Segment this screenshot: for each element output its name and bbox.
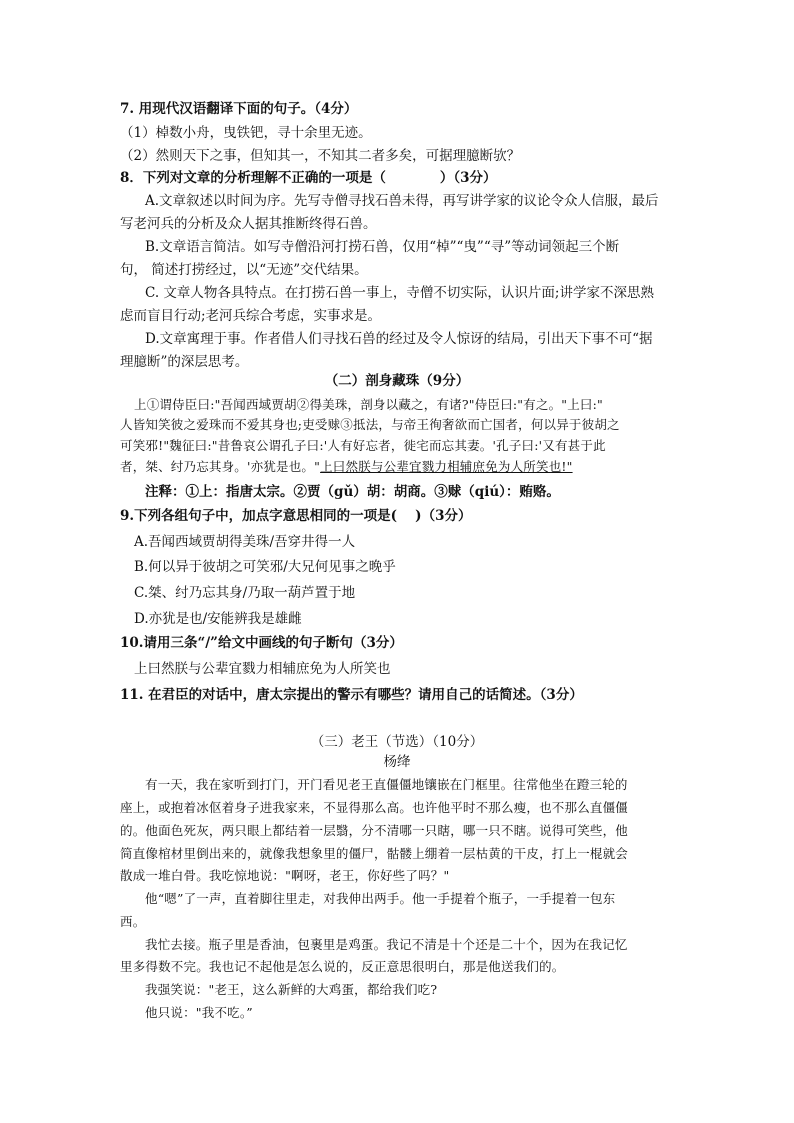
passage-3-line-8: 我忙去接。瓶子里是香油，包裹里是鸡蛋。我记不清是十个还是二十个，因为在我记忆	[145, 937, 628, 952]
q9-option-b: B.何以异于彼胡之可笑邪/大兄何见事之晚乎	[134, 559, 396, 575]
passage-3-line-6: 他“嗯”了一声，直着脚往里走，对我伸出两手。他一手提着个瓶子，一手提着一包东	[145, 891, 616, 906]
q8-stem: 8．下列对文章的分析理解不正确的一项是（ ）（3分）	[120, 170, 497, 186]
passage-3-line-2: 座上，或抱着冰伛着身子进我家来，不显得那么高。也许他平时不那么瘦，也不那么直僵僵	[120, 800, 629, 815]
section-3-author: 杨绛	[383, 754, 411, 770]
q9-option-c: C.桀、纣乃忘其身/乃取一葫芦置于地	[134, 585, 356, 601]
q8-option-b-line1: B.文章语言简洁。如写寺僧沿河打捞石兽，仅用“棹”“曳”“寻”等动词领起三个断	[145, 239, 620, 255]
passage-2-line-4	[120, 457, 573, 477]
q9-stem: 9.下列各组句子中，加点字意思相同的一项是( )（3分）	[120, 508, 472, 524]
passage-3-line-7: 西。	[120, 914, 146, 929]
passage-3-line-9: 里多得数不完。我也记不起他是怎么说的，反正意思很明白，那是他送我们的。	[120, 959, 565, 974]
q11-stem: 11. 在君臣的对话中，唐太宗提出的警示有哪些？请用自己的话简述。（3分）	[120, 687, 583, 703]
q8-option-b-line2: 句， 简述打捞经过，以“无迹”交代结果。	[120, 262, 368, 278]
passage-3-line-11: 他只说："我不吃。”	[145, 1005, 253, 1020]
passage-2-line-2: 人皆知笑彼之爱珠而不爱其身也;吏受赇③抵法，与帝王徇奢欲而亡国者，何以异于彼胡之	[120, 417, 620, 432]
section-2-title: （二）剖身藏珠（9分）	[324, 373, 470, 389]
passage-2-line-1: 上①谓侍臣曰:"吾闻西域贾胡②得美珠，剖身以藏之，有诸?"侍臣曰:"有之。"上曰:"	[134, 397, 603, 412]
underlined-sentence: 上曰然朕与公辈宜戮力相辅庶免为人所笑也!"	[320, 459, 573, 474]
q8-option-a-line1: A.文章叙述以时间为序。先写寺僧寻找石兽未得，再写讲学家的议论令众人信服，最后	[145, 193, 659, 209]
passage-2-annotation: 注释：①上：指唐太宗。②贾（gǔ）胡：胡商。③赇（qiú）：贿赂。	[145, 484, 560, 500]
passage-2-line-4-text: 者，桀、纣乃忘其身。'亦犹是也。"	[120, 459, 321, 474]
q8-option-d-line2: 理臆断”的深层思考。	[120, 354, 249, 370]
q7-sentence-1: （1）棹数小舟，曳铁钯，寻十余里无迹。	[120, 125, 372, 141]
q9-option-d: D.亦犹是也/安能辨我是雄雌	[134, 611, 302, 627]
passage-3-line-10: 我强笑说："老王，这么新鲜的大鸡蛋，都给我们吃?	[145, 982, 438, 997]
q10-sentence: 上曰然朕与公辈宜戮力相辅庶免为人所笑也	[134, 661, 391, 677]
q7-stem: 7. 用现代汉语翻译下面的句子。（4分）	[120, 101, 358, 117]
q9-option-a: A.吾闻西域贾胡得美珠/吾穿井得一人	[134, 534, 356, 550]
passage-3-line-5: 散成一堆白骨。我吃惊地说："啊呀，老王，你好些了吗？"	[120, 868, 450, 883]
q8-option-d-line1: D.文章寓理于事。作者借人们寻找石兽的经过及令人惊讶的结局，引出天下事不可“据	[145, 331, 653, 347]
q10-stem: 10.请用三条“/”给文中画线的句子断句（3分）	[120, 635, 403, 651]
passage-2-line-3: 可笑邪!"魏征曰:"昔鲁哀公谓孔子曰:'人有好忘者，徙宅而忘其妻。'孔子曰:'又有甚于此	[120, 438, 606, 453]
q8-option-a-line2: 写老河兵的分析及众人据其推断终得石兽。	[120, 216, 377, 232]
passage-3-line-1: 有一天，我在家听到打门，开门看见老王直僵僵地镶嵌在门框里。往常他坐在蹬三轮的	[145, 777, 628, 792]
q8-option-c-line2: 虑而盲目行动;老河兵综合考虑，实事求是。	[120, 308, 382, 324]
passage-3-line-3: 的。他面色死灰，两只眼上都结着一层翳，分不清哪一只瞎，哪一只不瞎。说得可笑些，他	[120, 823, 629, 838]
passage-3-line-4: 简直像棺材里倒出来的，就像我想象里的僵尸，骷髅上绷着一层枯黄的干皮，打上一棍就会	[120, 846, 629, 861]
q7-sentence-2: （2）然则天下之事，但知其一，不知其二者多矣，可据理臆断欤？	[120, 148, 521, 164]
q8-option-c-line1: C. 文章人物各具特点。在打捞石兽一事上，寺僧不切实际，认识片面;讲学家不深思熟	[145, 285, 654, 301]
section-3-title: （三）老王（节选）（10分）	[310, 734, 484, 750]
